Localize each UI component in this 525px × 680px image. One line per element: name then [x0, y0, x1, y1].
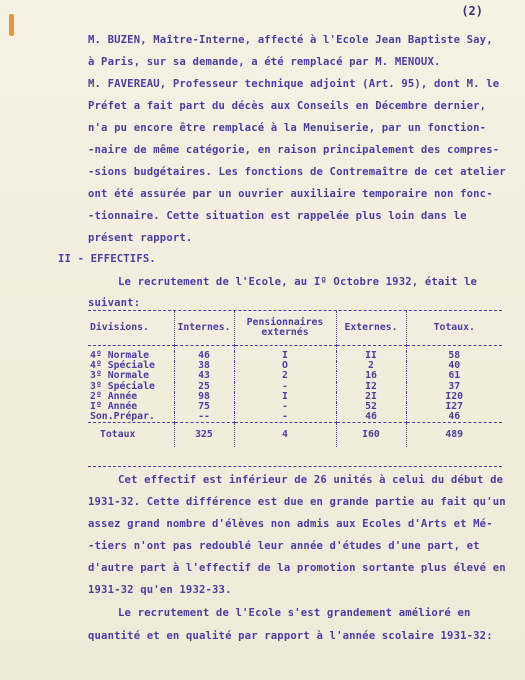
table-cell: O	[234, 361, 336, 371]
table-cell: Son.Prépar.	[90, 411, 155, 423]
header-pensionnaires: Pensionnaires externés	[234, 311, 336, 346]
text-line: Cet effectif est inférieur de 26 unités à celui du début de	[118, 474, 504, 486]
header-externes: Externes.	[336, 311, 406, 346]
table-header-row	[88, 311, 502, 346]
table-cell: -	[234, 382, 336, 392]
table-cell: 38	[174, 361, 234, 371]
table-cell: 489	[406, 423, 502, 448]
table-cell: -	[234, 412, 336, 423]
text-line: présent rapport.	[88, 232, 193, 244]
text-line: M. BUZEN, Maître-Interne, affecté à l'Ecole Jean Baptiste Say,	[88, 34, 493, 46]
table-cell: --	[174, 412, 234, 423]
text-line: d'autre part à l'effectif de la promotion sortante plus élevé en	[88, 562, 506, 574]
text-line: suivant:	[88, 297, 141, 309]
table-cell: Iº Année	[90, 401, 138, 413]
header-totaux: Totaux.	[406, 311, 502, 346]
table-cell: 43	[174, 371, 234, 381]
paper-clip-mark	[9, 14, 14, 36]
table-cell: Totaux	[88, 423, 174, 448]
text-line: à Paris, sur sa demande, a été remplacé par M. MENOUX.	[88, 56, 441, 68]
text-line: quantité et en qualité par rapport à l'année scolaire 1931-32:	[88, 630, 493, 642]
table-cell: I2	[336, 382, 406, 392]
text-line: -tiers n'ont pas redoublé leur année d'études d'une part, et	[88, 540, 480, 552]
table-cell: 46	[174, 351, 234, 361]
table-cell: 3º Normale	[90, 370, 149, 382]
table-row	[88, 412, 502, 423]
section-heading: II - EFFECTIFS.	[58, 253, 156, 265]
text-line: Préfet a fait part du décès aux Conseils en Décembre dernier,	[88, 100, 487, 112]
text-line: -sions budgétaires. Les fonctions de Contremaître de cet atelier	[88, 166, 506, 178]
table-cell: 3º Spéciale	[90, 380, 155, 392]
table-cell: I27	[406, 402, 502, 412]
table-cell: -	[234, 402, 336, 412]
table-cell: 16	[336, 371, 406, 381]
text-line: 1931-32. Cette différence est due en grande partie au fait qu'un	[88, 496, 506, 508]
table-cell: 2º Année	[90, 390, 138, 402]
text-line: 1931-32 qu'en 1932-33.	[88, 584, 232, 596]
header-internes: Internes.	[174, 311, 234, 346]
table-cell: 25	[174, 382, 234, 392]
text-line: Le recrutement de l'Ecole, au Iº Octobre 1932, était le	[118, 276, 478, 288]
text-line: n'a pu encore être remplacé à la Menuiserie, par un fonction-	[88, 122, 487, 134]
table-total-row	[88, 423, 502, 448]
table-cell: I	[234, 351, 336, 361]
table-cell: 61	[406, 371, 502, 381]
table-cell: 2I	[336, 392, 406, 402]
table-cell: I	[234, 392, 336, 402]
table-cell: 75	[174, 402, 234, 412]
table-cell: I20	[406, 392, 502, 402]
table-cell: 46	[406, 412, 502, 423]
text-line: M. FAVEREAU, Professeur technique adjoint (Art. 95), dont M. le	[88, 78, 500, 90]
table-cell: 325	[174, 423, 234, 448]
table-cell: 4	[234, 423, 336, 448]
table-cell: 46	[336, 412, 406, 423]
table-cell: I60	[336, 423, 406, 448]
text-line: assez grand nombre d'élèves non admis aux Ecoles d'Arts et Mé-	[88, 518, 493, 530]
table-row	[88, 392, 502, 402]
text-line: -naire de même catégorie, en raison principalement des compres-	[88, 144, 500, 156]
page-number: (2)	[461, 4, 483, 18]
text-line: Le recrutement de l'Ecole s'est grandement amélioré en	[118, 607, 471, 619]
text-line: -tionnaire. Cette situation est rappelée plus loin dans le	[88, 210, 467, 222]
table-cell: 4º Normale	[90, 350, 149, 361]
table-cell: II	[336, 351, 406, 361]
table-cell: 2	[234, 371, 336, 381]
enrollment-table	[88, 310, 502, 467]
text-line: ont été assurée par un ouvrier auxiliaire temporaire non fonc-	[88, 188, 493, 200]
table-cell: 52	[336, 402, 406, 412]
table-row	[88, 361, 502, 371]
table-cell: 40	[406, 361, 502, 371]
table-cell: 98	[174, 392, 234, 402]
table-row	[88, 382, 502, 392]
header-divisions: Divisions.	[88, 311, 174, 346]
table-cell: 37	[406, 382, 502, 392]
table-cell: 2	[336, 361, 406, 371]
table-cell: 58	[406, 351, 502, 361]
table-cell: 4º Spéciale	[90, 360, 155, 372]
